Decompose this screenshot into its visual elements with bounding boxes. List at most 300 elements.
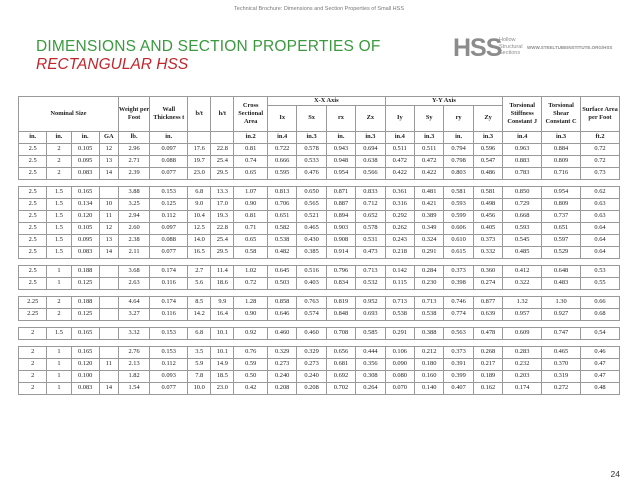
table-cell: 0.472 (415, 155, 444, 167)
table-cell: 0.511 (385, 143, 414, 155)
table-cell: 13 (99, 155, 118, 167)
table-cell: 0.460 (267, 327, 296, 339)
table-cell: 2.5 (19, 234, 47, 246)
table-cell: 6.8 (188, 327, 211, 339)
table-row (19, 327, 620, 339)
table-cell: 0.957 (503, 308, 542, 320)
table-cell: 0.077 (150, 167, 188, 179)
table-cell: 0.421 (415, 198, 444, 210)
table-cell: 0.71 (234, 222, 268, 234)
header-zx: Zx (356, 105, 385, 131)
header-sx: Sx (297, 105, 326, 131)
table-cell: 0.399 (444, 370, 473, 382)
table-cell: 2.5 (19, 265, 47, 277)
table-cell: 0.729 (503, 198, 542, 210)
spacer-cell (19, 179, 620, 186)
table-row (19, 296, 620, 308)
table-cell: 0.243 (385, 234, 414, 246)
table-cell: 2.5 (19, 167, 47, 179)
table-cell: 0.747 (542, 327, 581, 339)
table-cell: 2.38 (118, 234, 150, 246)
table-cell: 2 (47, 155, 71, 167)
header-bt: b/t (188, 97, 211, 132)
table-cell: 0.606 (444, 222, 473, 234)
table-cell: 0.292 (385, 210, 414, 222)
table-cell: 2.60 (118, 222, 150, 234)
table-cell: 0.422 (415, 167, 444, 179)
table-cell: 0.746 (444, 296, 473, 308)
table-cell: 0.212 (415, 346, 444, 358)
table-cell: 19.3 (211, 210, 234, 222)
table-cell: 0.503 (267, 277, 296, 289)
table-cell: 0.385 (297, 246, 326, 258)
table-cell: 13.3 (211, 186, 234, 198)
table-cell: 0.356 (356, 358, 385, 370)
table-cell: 0.373 (444, 265, 473, 277)
table-cell: 0.883 (503, 155, 542, 167)
unit-cell: in. (47, 131, 71, 143)
table-cell: 0.120 (71, 210, 99, 222)
table-cell: 2.11 (118, 246, 150, 258)
table-cell: 0.189 (473, 370, 502, 382)
table-cell: 2.96 (118, 143, 150, 155)
table-cell (99, 327, 118, 339)
table-cell: 0.47 (581, 358, 620, 370)
table-cell: 0.713 (356, 265, 385, 277)
table-cell: 1.5 (47, 186, 71, 198)
unit-cell: ft.2 (581, 131, 620, 143)
table-cell: 0.639 (473, 308, 502, 320)
table-cell: 0.809 (542, 198, 581, 210)
table-cell: 0.083 (71, 167, 99, 179)
table-cell: 0.533 (297, 155, 326, 167)
table-cell: 0.952 (356, 296, 385, 308)
table-cell: 14.2 (188, 308, 211, 320)
header-surface-area: Surface Area per Foot (581, 97, 620, 132)
table-cell: 1 (47, 265, 71, 277)
table-cell: 0.566 (356, 167, 385, 179)
table-cell: 0.116 (150, 277, 188, 289)
table-cell: 0.283 (503, 346, 542, 358)
table-cell: 0.361 (385, 186, 414, 198)
table-cell: 0.72 (581, 155, 620, 167)
table-cell: 0.64 (581, 222, 620, 234)
table-cell: 1 (47, 370, 71, 382)
table-cell: 0.498 (473, 198, 502, 210)
table-cell: 0.112 (150, 358, 188, 370)
table-row (19, 143, 620, 155)
table-cell: 0.511 (415, 143, 444, 155)
table-cell: 0.42 (234, 382, 268, 394)
table-cell: 0.819 (326, 296, 355, 308)
table-cell: 0.834 (326, 277, 355, 289)
table-cell: 3.88 (118, 186, 150, 198)
table-cell: 11 (99, 210, 118, 222)
unit-cell: in.4 (385, 131, 414, 143)
table-cell: 2.7 (188, 265, 211, 277)
table-cell: 0.650 (297, 186, 326, 198)
table-cell: 0.716 (542, 167, 581, 179)
unit-cell: in. (150, 131, 188, 143)
table-cell: 0.948 (326, 155, 355, 167)
table-cell: 0.529 (542, 246, 581, 258)
table-cell: 0.666 (267, 155, 296, 167)
table-cell: 0.472 (385, 155, 414, 167)
table-cell: 17.6 (188, 143, 211, 155)
table-cell: 1.54 (118, 382, 150, 394)
table-cell: 0.329 (267, 346, 296, 358)
table-cell: 0.483 (542, 277, 581, 289)
page-subtitle: RECTANGULAR HSS (36, 56, 189, 73)
table-cell: 2.5 (19, 246, 47, 258)
table-row (19, 155, 620, 167)
table-cell: 2 (47, 308, 71, 320)
table-cell: 0.585 (356, 327, 385, 339)
table-cell: 0.162 (473, 382, 502, 394)
unit-cell: in. (444, 131, 473, 143)
table-cell: 0.125 (71, 277, 99, 289)
table-cell: 1.02 (234, 265, 268, 277)
unit-cell: lb. (118, 131, 150, 143)
table-cell: 0.72 (581, 143, 620, 155)
table-cell: 0.088 (150, 234, 188, 246)
table-cell: 2 (47, 167, 71, 179)
table-cell: 0.74 (234, 155, 268, 167)
table-cell: 18.6 (211, 277, 234, 289)
table-row (19, 198, 620, 210)
table-cell: 2.5 (19, 143, 47, 155)
table-row (19, 222, 620, 234)
table-cell: 0.153 (150, 327, 188, 339)
table-cell: 0.174 (150, 296, 188, 308)
group-spacer (19, 339, 620, 346)
logo-tagline-1: Hollow (499, 37, 516, 43)
table-cell: 2.5 (19, 277, 47, 289)
table-cell: 3.27 (118, 308, 150, 320)
table-cell: 0.217 (473, 358, 502, 370)
table-cell: 29.5 (211, 246, 234, 258)
unit-cell: in. (19, 131, 47, 143)
table-cell: 2 (47, 143, 71, 155)
table-cell: 0.595 (267, 167, 296, 179)
table-cell: 0.63 (581, 210, 620, 222)
table-cell: 0.116 (150, 308, 188, 320)
table-cell: 25.4 (211, 234, 234, 246)
table-cell: 0.813 (267, 186, 296, 198)
table-cell: 0.681 (326, 358, 355, 370)
table-cell: 9.9 (211, 296, 234, 308)
table-cell: 0.72 (234, 277, 268, 289)
header-ht: h/t (211, 97, 234, 132)
table-cell: 0.324 (415, 234, 444, 246)
table-cell: 0.188 (71, 265, 99, 277)
table-cell: 0.142 (385, 265, 414, 277)
table-cell: 12 (99, 143, 118, 155)
table-row (19, 370, 620, 382)
table-cell: 0.070 (385, 382, 414, 394)
table-cell: 0.62 (581, 186, 620, 198)
table-cell: 2.5 (19, 210, 47, 222)
table-cell: 0.593 (444, 198, 473, 210)
table-cell: 0.64 (581, 234, 620, 246)
table-cell: 2 (19, 346, 47, 358)
table-cell: 0.783 (503, 167, 542, 179)
table-cell: 0.105 (71, 143, 99, 155)
table-cell: 0.914 (326, 246, 355, 258)
table-cell: 14 (99, 382, 118, 394)
table-cell: 14.9 (211, 358, 234, 370)
table-cell: 5.6 (188, 277, 211, 289)
table-cell: 0.405 (473, 222, 502, 234)
table-cell: 0.53 (581, 265, 620, 277)
table-cell: 3.5 (188, 346, 211, 358)
table-cell: 0.963 (503, 143, 542, 155)
table-cell: 10.0 (188, 382, 211, 394)
table-cell: 0.208 (267, 382, 296, 394)
header-torsional-shear: Torsional Shear Constant C (542, 97, 581, 132)
table-cell: 8.5 (188, 296, 211, 308)
table-cell: 0.81 (234, 210, 268, 222)
table-cell: 1.32 (503, 296, 542, 308)
table-cell: 0.140 (415, 382, 444, 394)
table-cell: 0.430 (297, 234, 326, 246)
table-cell: 0.106 (385, 346, 414, 358)
table-cell: 0.112 (150, 210, 188, 222)
table-cell: 0.360 (473, 265, 502, 277)
table-cell: 25.4 (211, 155, 234, 167)
table-cell: 2 (19, 327, 47, 339)
unit-cell: in.3 (356, 131, 385, 143)
table-cell: 0.737 (542, 210, 581, 222)
table-cell: 2 (47, 296, 71, 308)
table-cell: 0.651 (542, 222, 581, 234)
table-cell: 0.65 (234, 234, 268, 246)
table-cell: 0.774 (444, 308, 473, 320)
header-ry: ry (444, 105, 473, 131)
page-header-caption: Technical Brochure: Dimensions and Section Properties of Small HSS (234, 6, 404, 12)
table-cell: 0.81 (234, 143, 268, 155)
table-cell: 0.389 (415, 210, 444, 222)
table-cell: 1.5 (47, 327, 71, 339)
table-cell: 0.547 (473, 155, 502, 167)
table-cell: 2.76 (118, 346, 150, 358)
table-cell: 0.92 (234, 327, 268, 339)
table-cell: 0.66 (581, 296, 620, 308)
table-cell: 1 (47, 346, 71, 358)
table-cell: 0.68 (581, 308, 620, 320)
logo-tagline-3: Sections (499, 50, 521, 56)
spacer-cell (19, 258, 620, 265)
spacer-cell (19, 339, 620, 346)
table-cell: 0.232 (503, 358, 542, 370)
table-cell: 10.4 (188, 210, 211, 222)
table-cell: 6.8 (188, 186, 211, 198)
table-cell: 0.218 (385, 246, 414, 258)
table-row (19, 234, 620, 246)
unit-cell (188, 131, 211, 143)
header-zy: Zy (473, 105, 502, 131)
table-cell: 0.264 (356, 382, 385, 394)
table-cell: 0.63 (581, 198, 620, 210)
table-cell: 0.077 (150, 246, 188, 258)
table-cell: 0.713 (385, 296, 414, 308)
table-cell (99, 277, 118, 289)
header-area: Cross Sectional Area (234, 97, 268, 132)
table-cell: 0.100 (71, 370, 99, 382)
table-cell: 0.319 (542, 370, 581, 382)
table-cell: 23.0 (211, 382, 234, 394)
table-cell: 0.240 (297, 370, 326, 382)
table-cell: 13 (99, 234, 118, 246)
table-cell: 0.954 (326, 167, 355, 179)
table-cell: 0.273 (267, 358, 296, 370)
table-cell: 22.8 (211, 222, 234, 234)
table-row (19, 167, 620, 179)
table-cell: 0.486 (473, 167, 502, 179)
table-cell: 0.125 (150, 198, 188, 210)
unit-cell: in.3 (297, 131, 326, 143)
table-row (19, 277, 620, 289)
table-cell: 19.7 (188, 155, 211, 167)
table-cell: 0.240 (267, 370, 296, 382)
table-cell: 9.0 (188, 198, 211, 210)
logo-url: WWW.STEELTUBEINSTITUTE.ORG/HSS (527, 45, 613, 50)
table-cell: 0.203 (503, 370, 542, 382)
table-cell: 0.444 (356, 346, 385, 358)
table-cell: 0.093 (150, 370, 188, 382)
table-cell: 3.68 (118, 265, 150, 277)
table-cell: 0.308 (356, 370, 385, 382)
table-cell: 0.370 (542, 358, 581, 370)
unit-cell: in.3 (473, 131, 502, 143)
header-iy: Iy (385, 105, 414, 131)
table-cell: 7.8 (188, 370, 211, 382)
table-cell: 0.58 (234, 246, 268, 258)
table-cell: 0.272 (542, 382, 581, 394)
table-cell: 1.07 (234, 186, 268, 198)
table-cell: 1.82 (118, 370, 150, 382)
table-cell: 1.5 (47, 246, 71, 258)
table-cell: 1.5 (47, 222, 71, 234)
table-cell: 0.153 (150, 186, 188, 198)
table-cell: 0.538 (415, 308, 444, 320)
table-cell: 1.28 (234, 296, 268, 308)
table-cell: 0.538 (267, 234, 296, 246)
table-cell: 0.712 (356, 198, 385, 210)
table-cell: 0.656 (326, 346, 355, 358)
table-cell: 0.708 (326, 327, 355, 339)
unit-cell: in.3 (542, 131, 581, 143)
table-cell: 0.097 (150, 222, 188, 234)
table-cell: 2.5 (19, 198, 47, 210)
table-cell: 0.578 (356, 222, 385, 234)
page-number: 24 (610, 469, 620, 479)
table-cell: 1 (47, 358, 71, 370)
table-cell: 0.174 (150, 265, 188, 277)
table-cell: 16.4 (211, 308, 234, 320)
table-cell: 0.858 (267, 296, 296, 308)
table-cell: 0.460 (297, 327, 326, 339)
table-cell (99, 186, 118, 198)
group-spacer (19, 179, 620, 186)
table-cell: 0.080 (385, 370, 414, 382)
header-weight: Weight per Foot (118, 97, 150, 132)
table-cell: 17.0 (211, 198, 234, 210)
table-cell: 1.5 (47, 210, 71, 222)
table-cell: 0.798 (444, 155, 473, 167)
table-cell: 0.908 (326, 234, 355, 246)
table-body (19, 143, 620, 394)
table-cell: 0.593 (503, 222, 542, 234)
table-cell: 2.5 (19, 186, 47, 198)
table-cell: 0.174 (503, 382, 542, 394)
table-cell: 0.478 (473, 327, 502, 339)
table-cell: 14.0 (188, 234, 211, 246)
table-cell: 2 (19, 370, 47, 382)
table-cell: 0.160 (415, 370, 444, 382)
table-cell: 0.531 (356, 234, 385, 246)
table-cell: 2.71 (118, 155, 150, 167)
table-cell: 10 (99, 198, 118, 210)
table-cell: 0.615 (444, 246, 473, 258)
hss-logo (453, 34, 613, 64)
table-cell: 14 (99, 246, 118, 258)
table-cell: 0.48 (581, 382, 620, 394)
table-row (19, 246, 620, 258)
table-row (19, 265, 620, 277)
table-cell: 0.652 (356, 210, 385, 222)
table-cell: 2.39 (118, 167, 150, 179)
table-cell: 0.083 (71, 246, 99, 258)
table-cell: 0.90 (234, 308, 268, 320)
table-cell: 0.645 (267, 265, 296, 277)
logo-mark: HSS (453, 34, 502, 62)
table-cell: 0.165 (71, 186, 99, 198)
table-cell: 0.581 (444, 186, 473, 198)
table-cell: 1.5 (47, 234, 71, 246)
table-cell: 0.473 (356, 246, 385, 258)
header-wall-thickness: Wall Thickness t (150, 97, 188, 132)
table-cell: 0.456 (473, 210, 502, 222)
unit-cell (211, 131, 234, 143)
table-cell: 0.516 (297, 265, 326, 277)
table-cell: 11 (99, 358, 118, 370)
table-cell: 0.887 (326, 198, 355, 210)
table-row (19, 186, 620, 198)
table-cell: 0.55 (581, 277, 620, 289)
table-cell: 1.30 (542, 296, 581, 308)
table-cell: 0.422 (385, 167, 414, 179)
table-cell: 0.465 (542, 346, 581, 358)
table-cell: 0.50 (234, 370, 268, 382)
table-cell: 0.268 (473, 346, 502, 358)
unit-cell: in. (326, 131, 355, 143)
table-cell: 0.803 (444, 167, 473, 179)
table-cell: 0.349 (415, 222, 444, 234)
table-cell (99, 265, 118, 277)
table-cell: 0.165 (71, 346, 99, 358)
table-cell: 10.1 (211, 346, 234, 358)
table-cell: 1 (47, 277, 71, 289)
table-cell: 0.273 (297, 358, 326, 370)
table-cell: 2.94 (118, 210, 150, 222)
unit-cell: in.3 (415, 131, 444, 143)
table-cell: 0.833 (356, 186, 385, 198)
table-cell: 2.5 (19, 222, 47, 234)
unit-cell: GA (99, 131, 118, 143)
table-cell: 0.648 (542, 265, 581, 277)
table-cell: 0.373 (473, 234, 502, 246)
